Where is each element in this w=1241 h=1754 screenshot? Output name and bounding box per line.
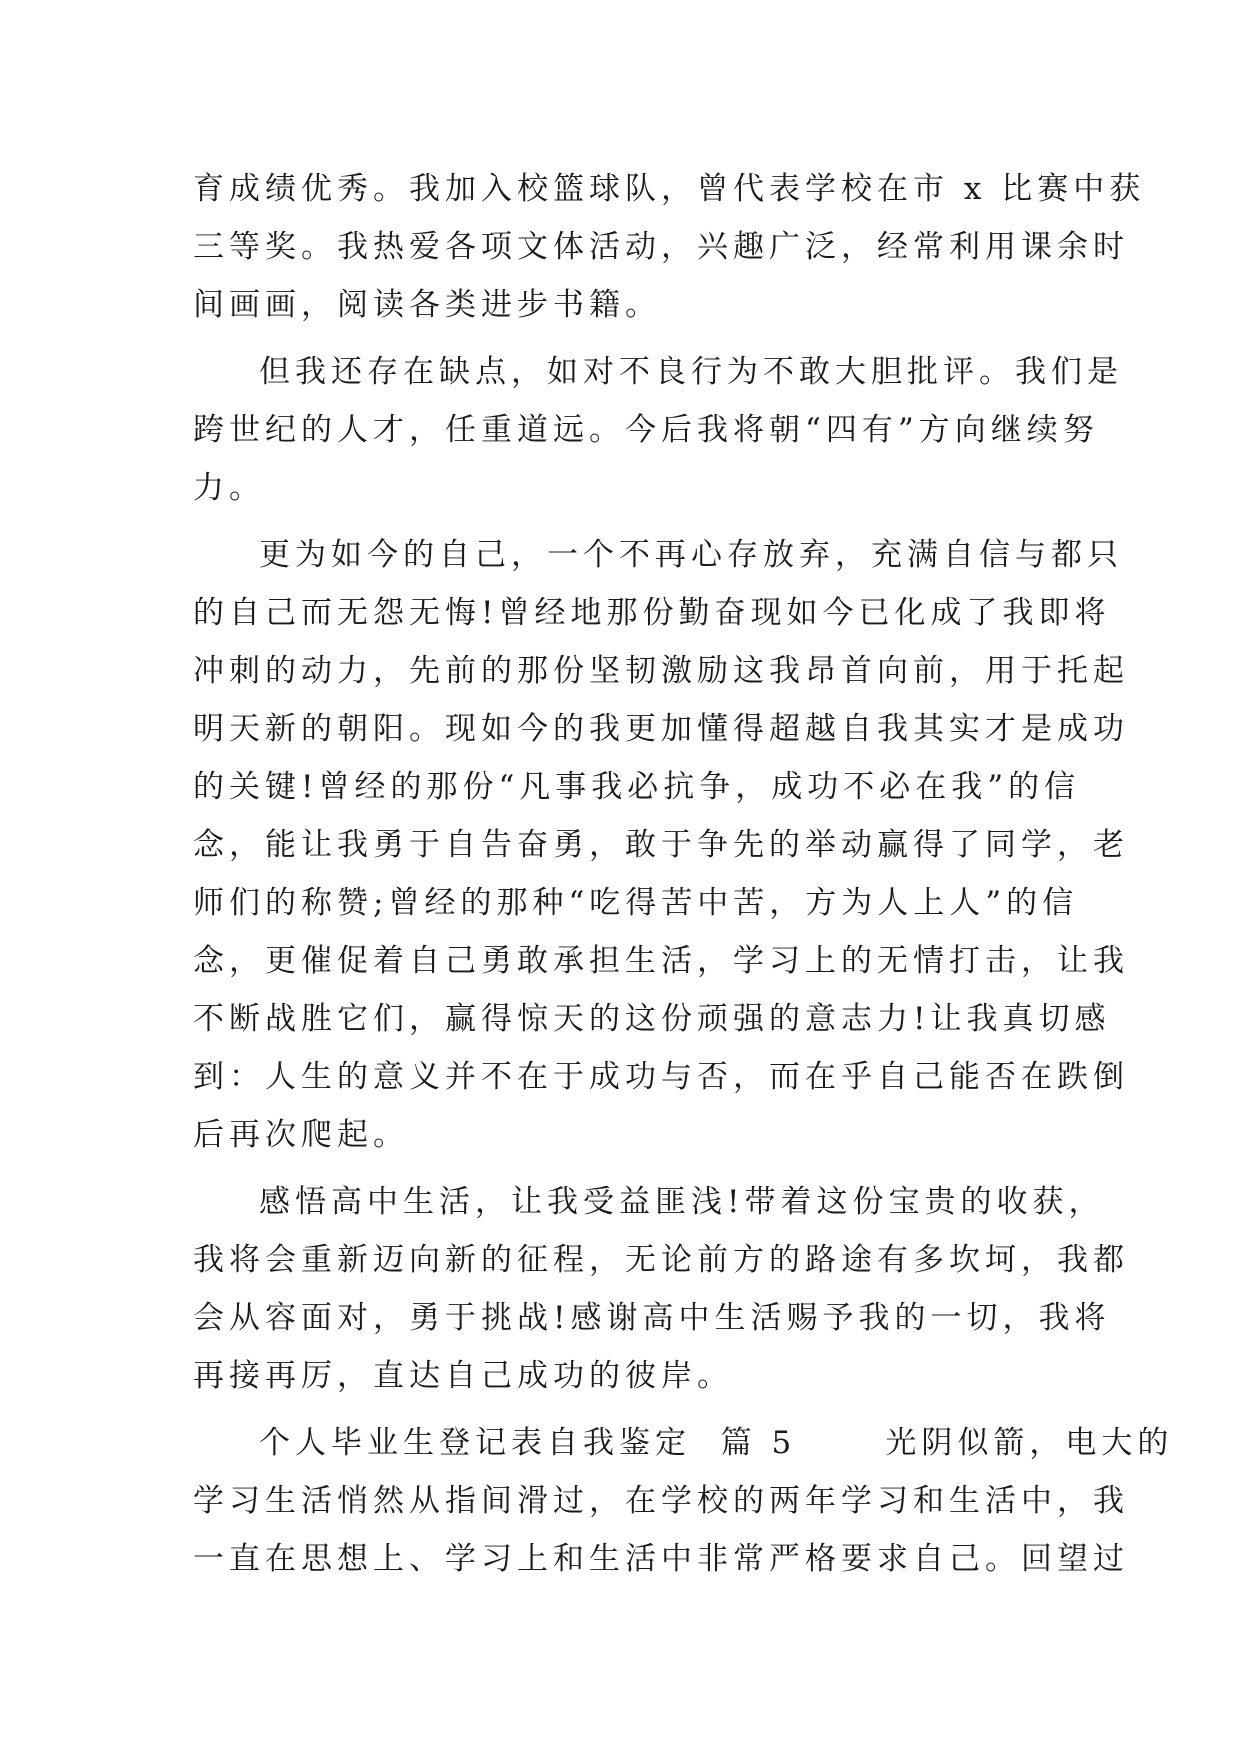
text-line: 个人毕业生登记表自我鉴定 篇 5 光阴似箭，电大的 (259, 1425, 1174, 1461)
paragraph-2 (193, 343, 1123, 517)
text-line: 后再次爬起。 (193, 1117, 409, 1153)
text-line: 不断战胜它们，赢得惊天的这份顽强的意志力!让我真切感 (193, 1001, 1111, 1037)
text-line: 间画画，阅读各类进步书籍。 (193, 287, 661, 323)
text-line: 念，更催促着自己勇敢承担生活，学习上的无情打击，让我 (193, 943, 1129, 979)
text-line: 我将会重新迈向新的征程，无论前方的路途有多坎坷，我都 (193, 1242, 1129, 1278)
text-line: 念，能让我勇于自告奋勇，敢于争先的举动赢得了同学，老 (193, 827, 1129, 863)
text-line: 一直在思想上、学习上和生活中非常严格要求自己。回望过 (193, 1541, 1129, 1577)
text-line: 学习生活悄然从指间滑过，在学校的两年学习和生活中，我 (193, 1483, 1129, 1519)
document-body (193, 160, 1174, 1588)
paragraph-5 (193, 1414, 1174, 1588)
text-line: 力。 (193, 470, 265, 506)
text-line: 冲刺的动力，先前的那份坚韧激励这我昂首向前，用于托起 (193, 653, 1129, 689)
text-line: 育成绩优秀。我加入校篮球队，曾代表学校在市 x 比赛中获 (193, 171, 1146, 207)
text-line: 跨世纪的人才，任重道远。今后我将朝“四有”方向继续努 (193, 412, 1099, 448)
text-line: 的关键!曾经的那份“凡事我必抗争，成功不必在我”的信 (193, 769, 1081, 805)
text-line: 但我还存在缺点，如对不良行为不敢大胆批评。我们是 (259, 354, 1123, 390)
text-line: 的自己而无怨无悔!曾经地那份勤奋现如今已化成了我即将 (193, 595, 1111, 631)
text-line: 师们的称赞;曾经的那种“吃得苦中苦，方为人上人”的信 (193, 885, 1079, 921)
text-line: 更为如今的自己，一个不再心存放弃，充满自信与都只 (259, 537, 1123, 573)
text-line: 明天新的朝阳。现如今的我更加懂得超越自我其实才是成功 (193, 711, 1129, 747)
paragraph-1 (193, 160, 1146, 334)
text-line: 再接再厉，直达自己成功的彼岸。 (193, 1358, 733, 1394)
text-line: 到：人生的意义并不在于成功与否，而在乎自己能否在跌倒 (193, 1059, 1129, 1095)
text-line: 感悟高中生活，让我受益匪浅!带着这份宝贵的收获， (259, 1184, 1105, 1220)
paragraph-4 (193, 1173, 1129, 1405)
text-line: 会从容面对，勇于挑战!感谢高中生活赐予我的一切，我将 (193, 1300, 1111, 1336)
text-line: 三等奖。我热爱各项文体活动，兴趣广泛，经常利用课余时 (193, 229, 1129, 265)
paragraph-3 (193, 526, 1129, 1164)
